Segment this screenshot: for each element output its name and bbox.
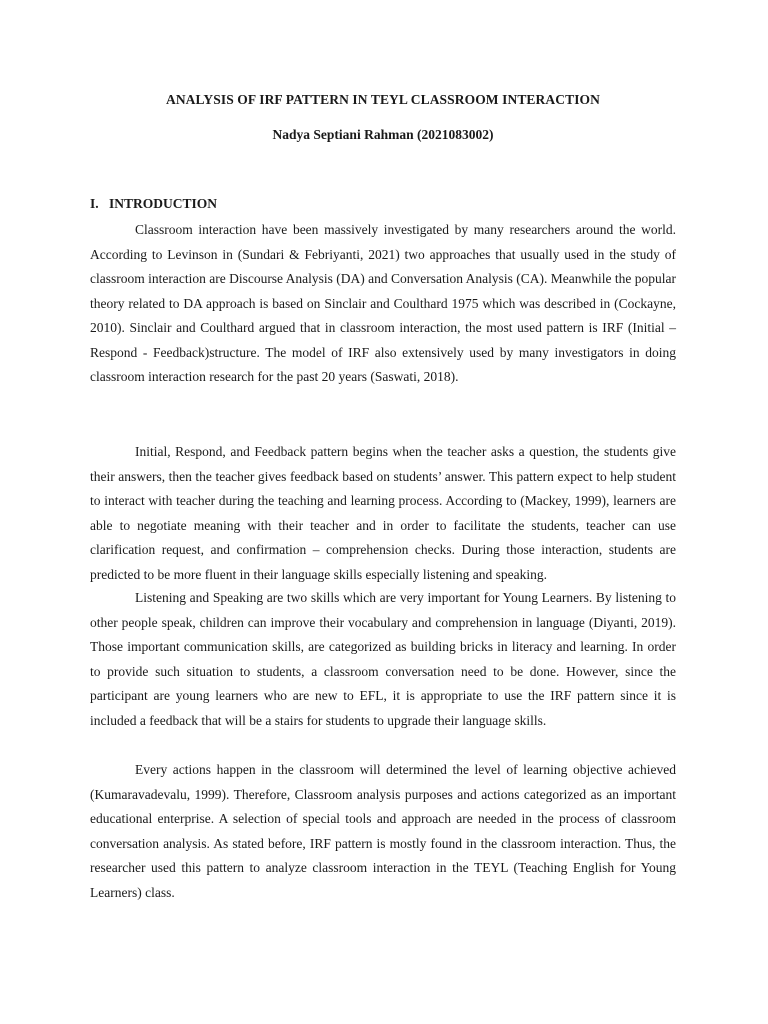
document-author: Nadya Septiani Rahman (2021083002) — [272, 127, 494, 142]
paragraph-3: Listening and Speaking are two skills which are very important for Young Learners. By listening to other people speak, children can improve their vocabulary and comprehension in language (Diyanti, 2019). Those important communication skills, are categorized as building bricks in literacy and learning. In order to provide such situation to students, a classroom conversation need to be done. However, since the participant are young learners who are new to EFL, it is appropriate to use the IRF pattern since it is included a feedback that will be a stairs for students to upgrade their language skills. — [90, 590, 676, 728]
section-heading — [90, 196, 217, 212]
document-title: ANALYSIS OF IRF PATTERN IN TEYL CLASSROOM INTERACTION — [165, 92, 600, 107]
paragraph-2: Initial, Respond, and Feedback pattern begins when the teacher asks a question, the students give their answers, then the teacher gives feedback based on students’ answer. This pattern expect to help student to interact with teacher during the teaching and learning process. According to (Mackey, 1999), learners are able to negotiate meaning with their teacher and in order to facilitate the students, teacher can use clarification request, and confirmation – comprehension checks. During those interaction, students are predicted to be more fluent in their language skills especially listening and speaking. — [90, 444, 676, 582]
paragraph-4: Every actions happen in the classroom will determined the level of learning objective achieved (Kumaravadevalu, 1999). Therefore, Classroom analysis purposes and actions categorized as an important educational enterprise. A selection of special tools and approach are needed in the process of classroom conversation analysis. As stated before, IRF pattern is mostly found in the classroom interaction. Thus, the researcher used this pattern to analyze classroom interaction in the TEYL (Teaching English for Young Learners) class. — [90, 762, 676, 900]
section-number: I. — [90, 196, 99, 211]
paragraph-1: Classroom interaction have been massively investigated by many researchers around the world. According to Levinson in (Sundari & Febriyanti, 2021) two approaches that usually used in the study of classroom interaction are Discourse Analysis (DA) and Conversation Analysis (CA). Meanwhile the popular theory related to DA approach is based on Sinclair and Coulthard 1975 which was described in (Cockayne, 2010). Sinclair and Coulthard argued that in classroom interaction, the most used pattern is IRF (Initial – Respond - Feedback)structure. The model of IRF also extensively used by many investigators in doing classroom interaction research for the past 20 years (Saswati, 2018). — [90, 222, 676, 384]
section-title: INTRODUCTION — [109, 196, 218, 211]
